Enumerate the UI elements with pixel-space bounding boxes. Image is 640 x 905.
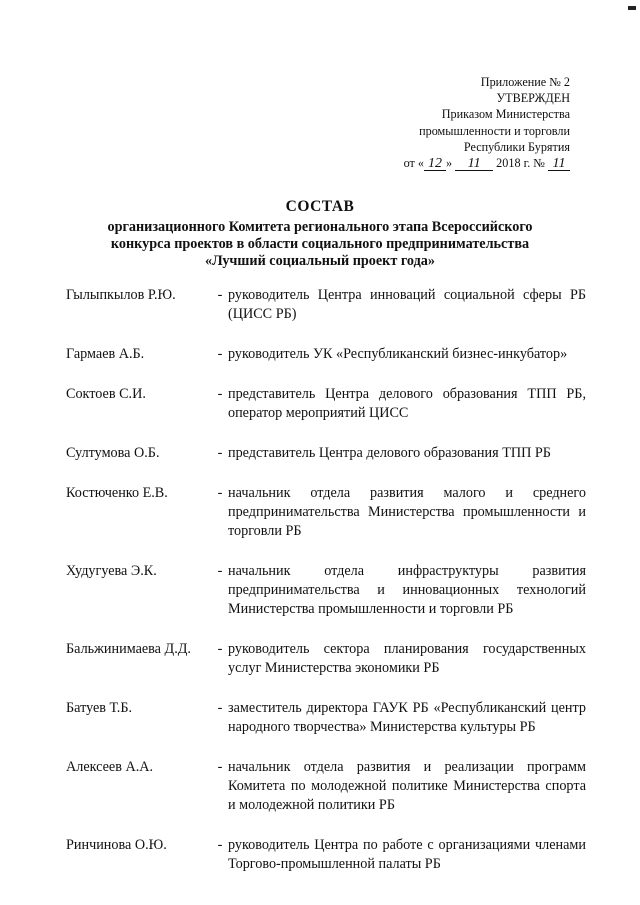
approved-label: УТВЕРЖДЕН — [496, 91, 570, 106]
member-row — [66, 836, 586, 874]
member-role: руководитель УК «Республиканский бизнес-инкубатор» — [228, 346, 568, 362]
member-role: руководитель Центра инноваций социальной сферы РБ (ЦИСС РБ) — [228, 287, 586, 322]
member-dash: - — [217, 837, 223, 853]
member-name: Соктоев С.И. — [66, 386, 146, 402]
date-prefix: от « — [403, 156, 424, 171]
member-name: Батуев Т.Б. — [66, 700, 133, 716]
member-dash: - — [217, 759, 223, 775]
member-row — [66, 345, 586, 364]
member-row — [66, 484, 586, 541]
member-dash: - — [217, 563, 223, 579]
member-dash: - — [217, 700, 223, 716]
republic-line: Республики Бурятия — [463, 139, 570, 154]
appendix-label: Приложение № 2 — [480, 75, 570, 89]
member-row — [66, 444, 586, 463]
member-role: начальник отдела инфраструктуры развития предпринимательства и инновационных технологий Министерства промышленности и торговли РБ — [228, 563, 586, 617]
date-month-handwritten: 11 — [455, 157, 493, 171]
order-date-line — [330, 155, 570, 171]
member-dash: - — [217, 346, 223, 362]
member-name: Султумова О.Б. — [66, 445, 160, 461]
member-dash: - — [217, 641, 223, 657]
member-name: Ринчинова О.Ю. — [66, 837, 167, 853]
member-dash: - — [217, 485, 223, 501]
member-dash: - — [217, 386, 223, 402]
member-dash: - — [217, 287, 223, 303]
member-dash: - — [217, 445, 223, 461]
member-name: Костюченко Е.В. — [66, 485, 168, 501]
member-role: руководитель Центра по работе с организациями членами Торгово-промышленной палаты РБ — [228, 837, 586, 872]
member-row — [66, 640, 586, 678]
committee-members-list — [66, 286, 586, 895]
member-row — [66, 758, 586, 815]
member-name: Алексеев А.А. — [66, 759, 154, 775]
order-number-handwritten: 11 — [548, 157, 570, 171]
title-line-2: конкурса проектов в области социального предпринимательства — [110, 236, 530, 253]
date-year: 2018 г. № — [493, 156, 548, 171]
member-role: заместитель директора ГАУК РБ «Республиканский центр народного творчества» Министерства культуры РБ — [228, 700, 586, 735]
ministry-line: промышленности и торговли — [419, 123, 570, 138]
date-mid: » — [445, 156, 456, 171]
member-role: руководитель сектора планирования государственных услуг Министерства экономики РБ — [228, 641, 586, 676]
title-main: СОСТАВ — [285, 198, 355, 215]
date-day-handwritten: 12 — [424, 157, 446, 171]
approval-header — [330, 74, 570, 171]
member-row — [66, 562, 586, 619]
member-role: начальник отдела развития малого и среднего предпринимательства Министерства промышленности и торговли РБ — [228, 485, 586, 539]
title-line-1: организационного Комитета регионального этапа Всероссийского — [107, 219, 533, 235]
member-name: Бальжинимаева Д.Д. — [66, 641, 191, 657]
member-name: Гармаев А.Б. — [66, 346, 145, 362]
member-role: начальник отдела развития и реализации программ Комитета по молодежной политике Министерства спорта и молодежной политики РБ — [228, 759, 586, 813]
title-line-3: «Лучший социальный проект года» — [205, 253, 435, 270]
order-line: Приказом Министерства — [441, 107, 570, 122]
member-role: представитель Центра делового образования ТПП РБ, оператор мероприятий ЦИСС — [228, 386, 586, 421]
document-title — [60, 198, 580, 271]
member-row — [66, 385, 586, 423]
member-row — [66, 699, 586, 737]
member-row — [66, 286, 586, 324]
member-role: представитель Центра делового образования ТПП РБ — [228, 445, 551, 461]
member-name: Гылыпкылов Р.Ю. — [66, 287, 176, 303]
member-name: Худугуева Э.К. — [66, 563, 157, 579]
scan-corner-mark — [628, 6, 636, 10]
